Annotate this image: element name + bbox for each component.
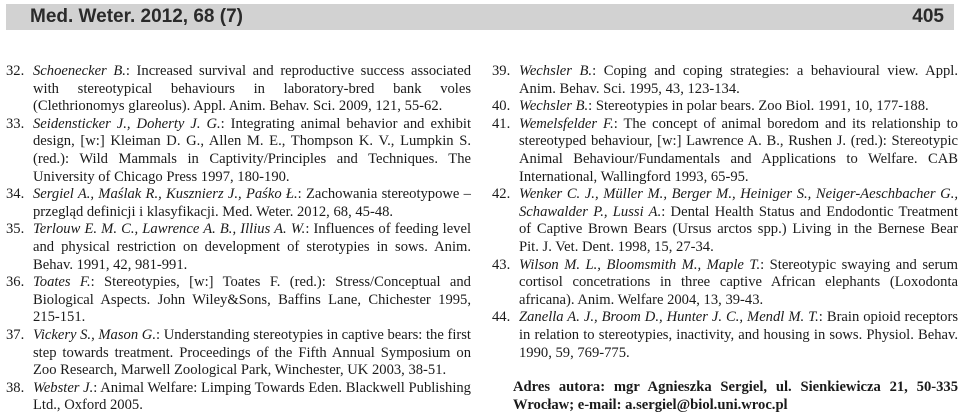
reference-item [6, 380, 471, 415]
reference-number: 32. [6, 63, 25, 79]
reference-authors: Sergiel A., Maślak R., Kusznierz J., Paśko Ł. [33, 186, 298, 203]
reference-item [492, 186, 958, 256]
reference-text: : Stereotypies in polar bears. Zoo Biol. 1991, 10, 177-188. [588, 98, 929, 115]
reference-authors: Wilson M. L., Bloomsmith M., Maple T. [519, 256, 761, 273]
reference-number: 40. [492, 98, 511, 115]
reference-number: 37. [6, 326, 25, 343]
reference-number: 34. [6, 186, 25, 203]
reference-item [6, 116, 471, 186]
reference-item [6, 186, 471, 221]
author-address: Adres autora: mgr Agnieszka Sergiel, ul. Sienkiewicza 21, 50-335 Wrocław; e-mail: a.sergiel@biol.uni.wroc.pl [513, 379, 958, 414]
reference-authors: Wechsler B. [519, 63, 593, 79]
page-number: 405 [912, 6, 944, 27]
reference-authors: Toates F. [33, 274, 91, 291]
reference-authors: Vickery S., Mason G. [33, 326, 156, 343]
reference-authors: Schoenecker B. [33, 63, 126, 79]
reference-item [492, 309, 958, 362]
reference-text: : Influences of feeding level and physical restriction on development of sterotypies in sows. Anim. Behav. 1991, 42, 981-991. [33, 221, 472, 273]
reference-column-right [492, 63, 958, 414]
reference-number: 44. [492, 309, 511, 326]
reference-number: 36. [6, 274, 25, 291]
journal-citation: Med. Weter. 2012, 68 (7) [30, 6, 243, 27]
reference-item [6, 221, 471, 274]
reference-number: 41. [492, 115, 511, 132]
reference-text: : Brain opioid receptors in relation to stereotypies, inactivity, and housing in sows. Physiol. Behav. 1990, 59, 769-775. [519, 309, 958, 361]
reference-text: : The concept of animal boredom and its relationship to stereotyped behaviour, [w:] Lawrence A. B., Rushen J. (red.): Stereotypic Animal Behaviour/Fundamentals and Applications to Welfare. CAB International, Wallingford 1993, 65-95. [519, 115, 958, 185]
running-header [6, 4, 954, 30]
reference-text: : Animal Welfare: Limping Towards Eden. Blackwell Publishing Ltd., Oxford 2005. [33, 379, 471, 414]
reference-authors: Wenker C. J., Müller M., Berger M., Heiniger S., Neiger-Aeschbacher G., Schawalder P., Lussi A. [519, 186, 958, 220]
reference-text: : Coping and coping strategies: a behavioural view. Appl. Anim. Behav. Sci. 1995, 43, 123-134. [519, 63, 959, 97]
reference-text: : Increased survival and reproductive success associated with stereotypical behaviours in laboratory-bred bank voles (Clethrionomys glareolus). Appl. Anim. Behav. Sci. 2009, 121, 55-62. [33, 63, 471, 115]
reference-number: 38. [6, 379, 25, 396]
reference-number: 39. [492, 63, 511, 79]
reference-number: 35. [6, 221, 25, 238]
reference-text: : Stereotypic swaying and serum cortisol concetrations in three captive African elephants (Loxodonta africana). Anim. Welfare 2004, 13, 39-43. [519, 256, 958, 308]
reference-item [6, 63, 471, 116]
reference-number: 33. [6, 115, 25, 132]
reference-authors: Seidensticker J., Doherty J. G. [33, 115, 221, 132]
reference-item [6, 274, 471, 327]
reference-item [492, 116, 958, 186]
reference-item [492, 98, 958, 116]
reference-item [6, 327, 471, 380]
reference-number: 43. [492, 256, 511, 273]
reference-authors: Terlouw E. M. C., Lawrence A. B., Illius A. W. [33, 221, 306, 238]
reference-number: 42. [492, 186, 511, 203]
reference-text: : Integrating animal behavior and exhibit design, [w:] Kleiman D. G., Allen M. E., Thompson K. V., Lumpkin S. (red.): Wild Mammals in Captivity/Principles and Techniques. The University of Chicago Press 1997, 180-190. [33, 115, 471, 185]
reference-column-left [6, 63, 471, 415]
reference-item [492, 257, 958, 310]
reference-authors: Wechsler B. [519, 98, 589, 115]
reference-text: : Dental Health Status and Endodontic Treatment of Captive Brown Bears (Ursus arctos spp.) Living in the Bernese Bear Pit. J. Vet. Dent. 1998, 15, 27-34. [519, 203, 958, 255]
reference-authors: Webster J. [33, 379, 94, 396]
reference-text: : Zachowania stereotypowe – przegląd definicji i klasyfikacji. Med. Weter. 2012, 68, 45-48. [33, 186, 471, 220]
reference-text: : Stereotypies, [w:] Toates F. (red.): Stress/Conceptual and Biological Aspects. John Wiley&Sons, Baffins Lane, Chichester 1995, 215-151. [33, 274, 471, 326]
reference-authors: Wemelsfelder F. [519, 115, 614, 132]
reference-text: : Understanding stereotypies in captive bears: the first step towards treatment. Proceedings of the Fifth Annual Symposium on Zoo Research, Marwell Zoological Park, Winchester, UK 2003, 38-51. [33, 326, 471, 379]
reference-authors: Zanella A. J., Broom D., Hunter J. C., Mendl M. T. [519, 309, 819, 326]
reference-item [492, 63, 958, 98]
